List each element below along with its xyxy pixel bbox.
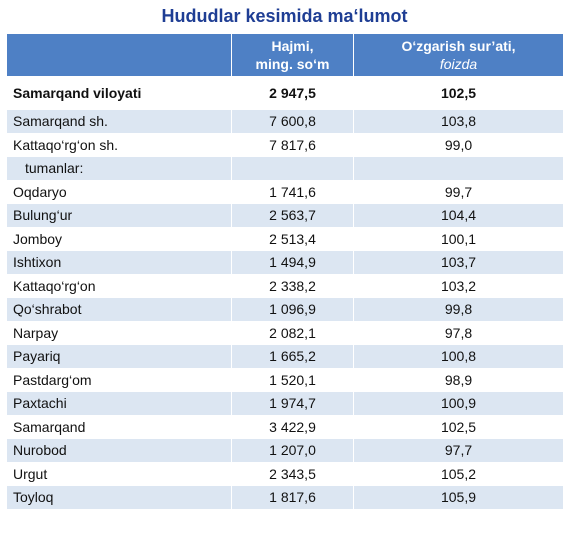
table-row: [7, 204, 564, 228]
region-name: Toyloq: [7, 486, 232, 510]
rate-value: 104,4: [354, 204, 564, 228]
volume-value: 2 338,2: [232, 274, 354, 298]
region-name: Jomboy: [7, 227, 232, 251]
region-name: Kattaqo‘rg‘on sh.: [7, 133, 232, 157]
region-name: Kattaqo‘rg‘on: [7, 274, 232, 298]
rate-value: 103,7: [354, 251, 564, 275]
region-name: Samarqand: [7, 415, 232, 439]
region-name: Qo‘shrabot: [7, 298, 232, 322]
rate-value: [354, 157, 564, 181]
table-row: [7, 274, 564, 298]
rate-value: 97,7: [354, 439, 564, 463]
header-region: [7, 34, 232, 77]
volume-value: 1 520,1: [232, 368, 354, 392]
rate-value: 99,7: [354, 180, 564, 204]
region-name: Narpay: [7, 321, 232, 345]
table-row: [7, 486, 564, 510]
rate-value: 105,9: [354, 486, 564, 510]
volume-value: 2 563,7: [232, 204, 354, 228]
volume-value: [232, 157, 354, 181]
volume-value: 2 082,1: [232, 321, 354, 345]
region-data-table: [6, 33, 564, 510]
table-row: [7, 298, 564, 322]
page-title: Hududlar kesimida ma‘lumot: [161, 6, 408, 26]
table-row: [7, 110, 564, 134]
table-header-row: [7, 34, 564, 77]
table-row: [7, 180, 564, 204]
header-rate-line1: O‘zgarish sur’ati,: [401, 38, 516, 54]
header-volume-line2: ming. so‘m: [255, 56, 330, 72]
volume-value: 1 817,6: [232, 486, 354, 510]
table-row: [7, 392, 564, 416]
volume-value: 2 947,5: [232, 77, 354, 110]
rate-value: 100,9: [354, 392, 564, 416]
region-name: Pastdarg‘om: [7, 368, 232, 392]
table-row: [7, 157, 564, 181]
rate-value: 100,1: [354, 227, 564, 251]
rate-value: 103,2: [354, 274, 564, 298]
header-rate: [354, 34, 564, 77]
volume-value: 1 974,7: [232, 392, 354, 416]
rate-value: 105,2: [354, 462, 564, 486]
table-row: [7, 227, 564, 251]
header-rate-line2: foizda: [439, 56, 478, 72]
header-volume: [232, 34, 354, 77]
table-row: [7, 462, 564, 486]
region-name: Paxtachi: [7, 392, 232, 416]
rate-value: 100,8: [354, 345, 564, 369]
region-name: Samarqand viloyati: [7, 77, 232, 110]
volume-value: 1 096,9: [232, 298, 354, 322]
header-volume-line1: Hajmi,: [271, 38, 314, 54]
region-name: Urgut: [7, 462, 232, 486]
table-row: [7, 415, 564, 439]
rate-value: 102,5: [354, 415, 564, 439]
volume-value: 2 343,5: [232, 462, 354, 486]
rate-value: 98,9: [354, 368, 564, 392]
region-name: Oqdaryo: [7, 180, 232, 204]
table-row-total: [7, 77, 564, 110]
region-name: Nurobod: [7, 439, 232, 463]
table-row: [7, 368, 564, 392]
rate-value: 99,0: [354, 133, 564, 157]
region-name: Samarqand sh.: [7, 110, 232, 134]
volume-value: 1 741,6: [232, 180, 354, 204]
region-name: tumanlar:: [7, 157, 232, 181]
volume-value: 7 817,6: [232, 133, 354, 157]
volume-value: 1 665,2: [232, 345, 354, 369]
table-row: [7, 439, 564, 463]
rate-value: 99,8: [354, 298, 564, 322]
table-row: [7, 251, 564, 275]
table-row: [7, 345, 564, 369]
region-name: Payariq: [7, 345, 232, 369]
rate-value: 97,8: [354, 321, 564, 345]
region-name: Ishtixon: [7, 251, 232, 275]
rate-value: 103,8: [354, 110, 564, 134]
volume-value: 2 513,4: [232, 227, 354, 251]
table-row: [7, 321, 564, 345]
volume-value: 3 422,9: [232, 415, 354, 439]
volume-value: 7 600,8: [232, 110, 354, 134]
region-name: Bulung‘ur: [7, 204, 232, 228]
table-row: [7, 133, 564, 157]
rate-value: 102,5: [354, 77, 564, 110]
volume-value: 1 494,9: [232, 251, 354, 275]
volume-value: 1 207,0: [232, 439, 354, 463]
